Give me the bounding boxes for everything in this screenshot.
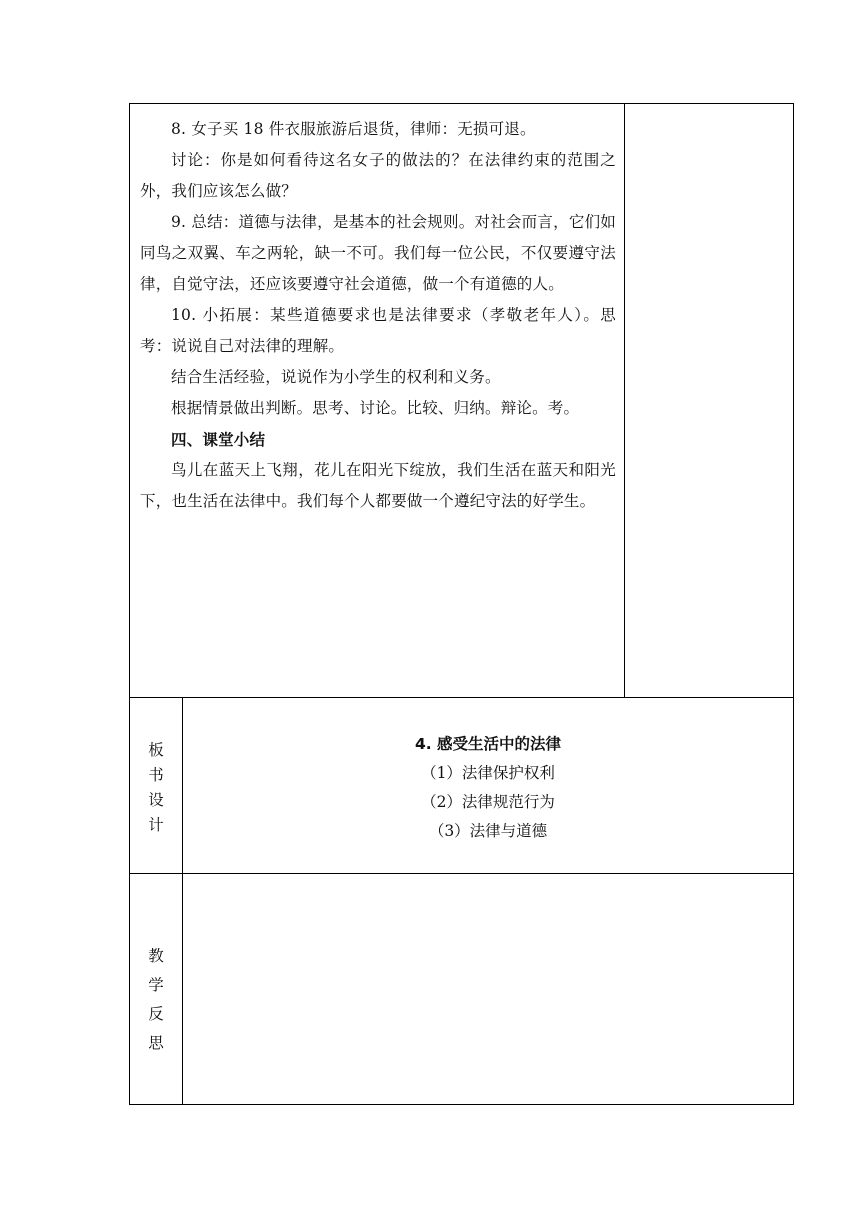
label-char: 反 xyxy=(148,1005,164,1023)
board-design-label xyxy=(130,738,182,838)
lesson-paragraph: 结合生活经验，说说作为小学生的权利和义务。 xyxy=(171,368,501,386)
section-heading: 四、课堂小结 xyxy=(171,430,266,449)
lesson-paragraph: 8. 女子买 18 件衣服旅游后退货，律师：无损可退。 xyxy=(171,120,536,138)
board-design-content xyxy=(182,730,794,846)
board-item: （1）法律保护权利 xyxy=(421,764,555,782)
lesson-paragraph: 讨论：你是如何看待这名女子的做法的？在法律约束的范围之外，我们应该怎么做？ xyxy=(140,151,616,200)
lesson-paragraph: 根据情景做出判断。思考、讨论。比较、归纳。辩论。考。 xyxy=(171,399,580,417)
label-char: 思 xyxy=(148,1034,164,1052)
label-char: 书 xyxy=(148,766,164,784)
lesson-paragraph: 10. 小拓展：某些道德要求也是法律要求（孝敬老年人）。思考：说说自己对法律的理解。 xyxy=(140,306,616,355)
board-design-label-cell xyxy=(129,697,183,874)
board-item: （3）法律与道德 xyxy=(428,822,548,840)
lesson-content-cell xyxy=(129,103,625,698)
lesson-paragraph: 9. 总结：道德与法律，是基本的社会规则。对社会而言，它们如同鸟之双翼、车之两轮，缺一不可。我们每一位公民，不仅要遵守法律，自觉守法，还应该要遵守社会道德，做一个有道德的人。 xyxy=(140,213,616,293)
label-char: 教 xyxy=(148,947,164,965)
label-char: 设 xyxy=(148,791,164,809)
label-char: 板 xyxy=(148,741,164,759)
lesson-paragraph: 鸟儿在蓝天上飞翔，花儿在阳光下绽放，我们生活在蓝天和阳光下，也生活在法律中。我们每个人都要做一个遵纪守法的好学生。 xyxy=(140,461,616,510)
label-char: 计 xyxy=(148,816,164,834)
notes-column-cell xyxy=(624,103,794,698)
lesson-paragraphs xyxy=(140,114,616,517)
label-char: 学 xyxy=(148,976,164,994)
reflection-label xyxy=(130,942,182,1058)
reflection-content-cell xyxy=(182,873,794,1105)
board-title: 4. 感受生活中的法律 xyxy=(414,735,562,753)
reflection-label-cell xyxy=(129,873,183,1105)
board-item: （2）法律规范行为 xyxy=(421,793,555,811)
